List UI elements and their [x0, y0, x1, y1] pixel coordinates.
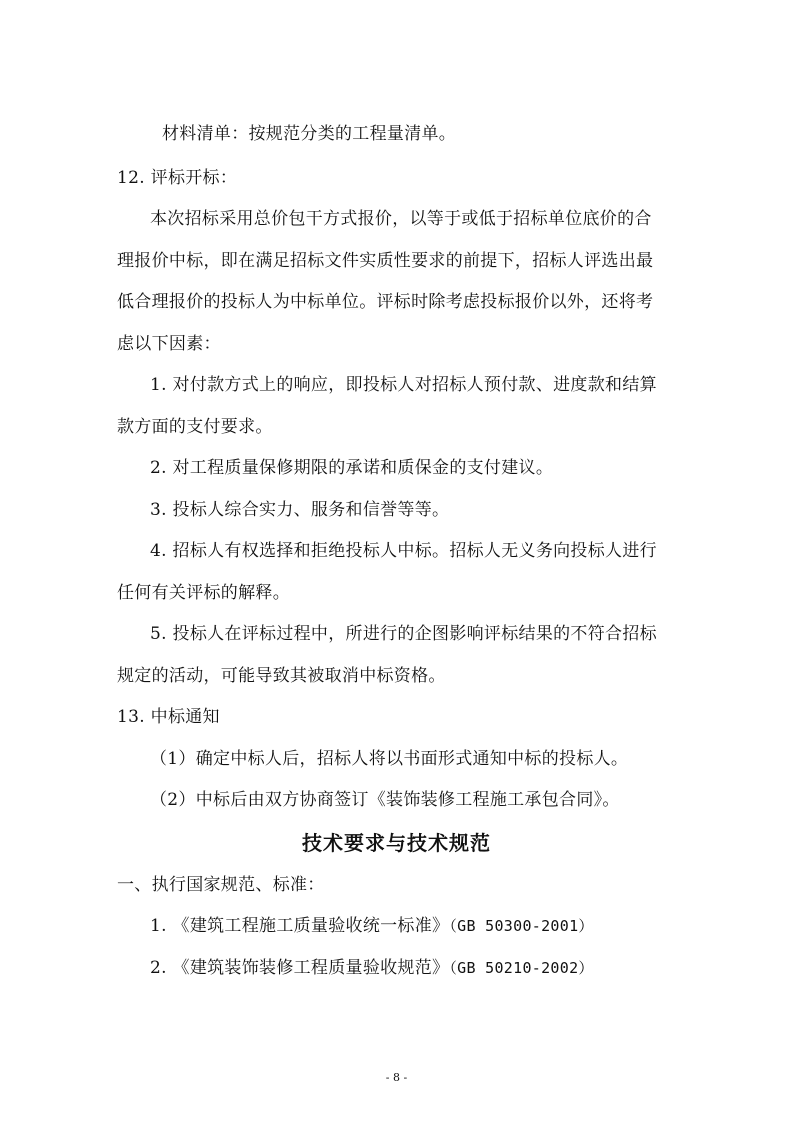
notice-item-1: （1）确定中标人后，招标人将以书面形式通知中标的投标人。	[150, 749, 629, 769]
paragraph-line: 本次招标采用总价包干方式报价，以等于或低于招标单位底价的合	[150, 209, 652, 229]
paragraph-line: 材料清单：按规范分类的工程量清单。	[162, 124, 457, 144]
list-item-1-cont: 款方面的支付要求。	[117, 417, 273, 437]
notice-item-2: （2）中标后由双方协商签订《装饰装修工程施工承包合同》。	[150, 790, 620, 810]
list-item-5-cont: 规定的活动，可能导致其被取消中标资格。	[117, 666, 446, 686]
paragraph-line: 低合理报价的投标人为中标单位。评标时除考虑投标报价以外，还将考	[117, 292, 654, 312]
section-title: 一、执行国家规范、标准：	[117, 875, 325, 895]
chapter-heading: 技术要求与技术规范	[302, 831, 491, 855]
standard-item-1	[150, 916, 594, 936]
list-item-5: 5. 投标人在评标过程中，所进行的企图影响评标结果的不符合招标	[150, 624, 657, 644]
list-item-4-cont: 任何有关评标的解释。	[117, 583, 290, 603]
standard-item-2	[150, 958, 594, 978]
list-item-4: 4. 招标人有权选择和拒绝投标人中标。招标人无义务向投标人进行	[150, 541, 657, 561]
standard-label: 2. 《建筑装饰装修工程质量验收规范》	[150, 958, 450, 978]
standard-code: （GB 50300-2001）	[449, 917, 594, 935]
section-heading-13: 13. 中标通知	[117, 707, 220, 727]
standard-label: 1. 《建筑工程施工质量验收统一标准》	[150, 916, 450, 936]
list-item-3: 3. 投标人综合实力、服务和信誉等等。	[150, 500, 450, 520]
paragraph-line: 虑以下因素：	[117, 334, 221, 354]
paragraph-line: 理报价中标，即在满足招标文件实质性要求的前提下，招标人评选出最	[117, 251, 654, 271]
list-item-2: 2. 对工程质量保修期限的承诺和质保金的支付建议。	[150, 458, 554, 478]
section-heading-12: 12. 评标开标：	[117, 168, 238, 188]
standard-code: （GB 50210-2002）	[449, 959, 594, 977]
page-number: - 8 -	[385, 1071, 408, 1084]
list-item-1: 1. 对付款方式上的响应，即投标人对招标人预付款、进度款和结算	[150, 375, 657, 395]
